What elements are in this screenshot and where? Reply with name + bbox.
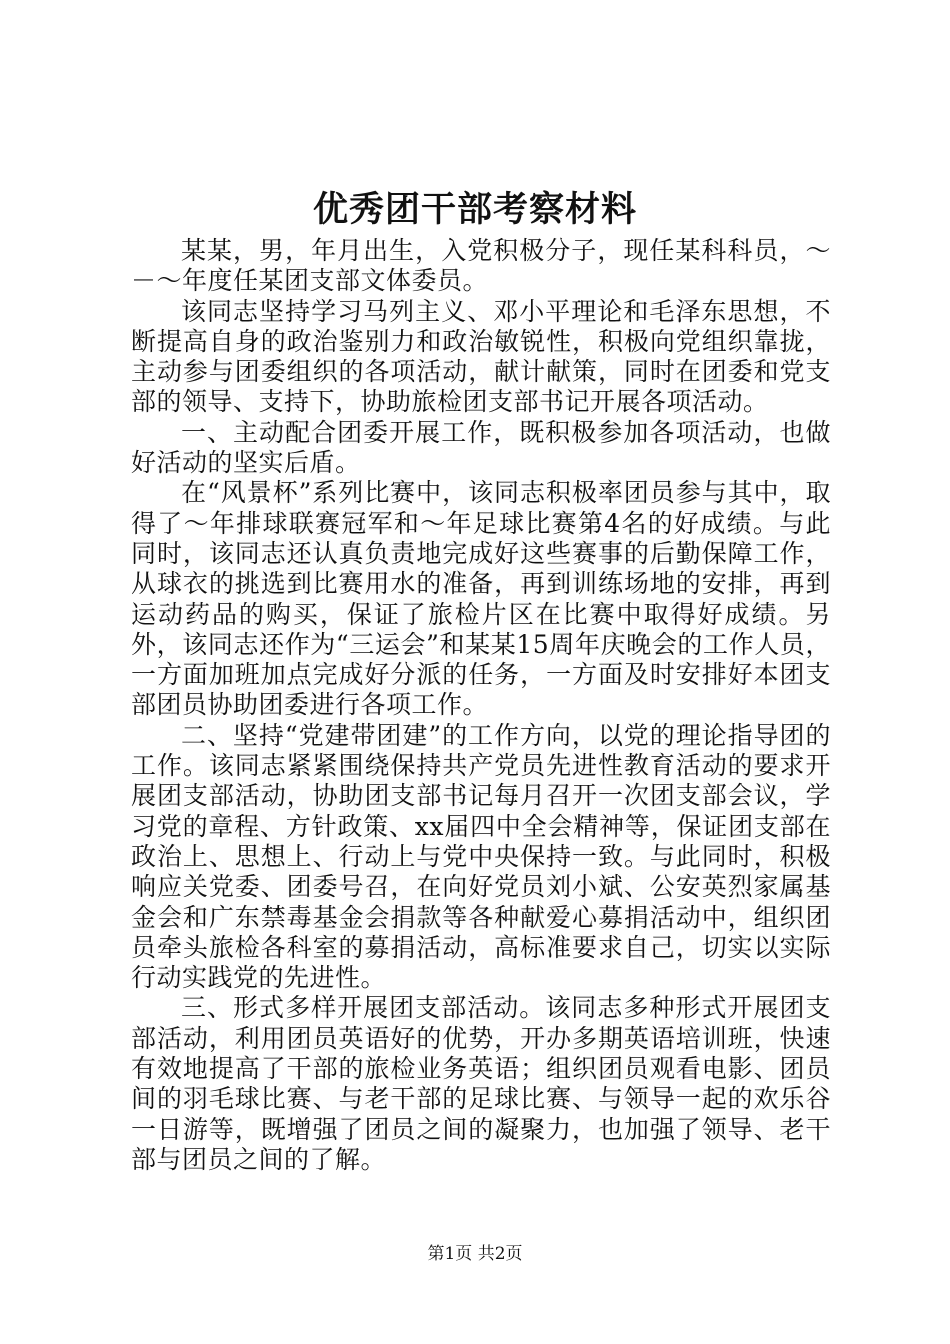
- paragraph-section-3: 三、形式多样开展团支部活动。该同志多种形式开展团支部活动，利用团员英语好的优势，开办多期英语培训班，快速有效地提高了干部的旅检业务英语；组织团员观看电影、团员间的羽毛球比赛、与老干部的足球比赛、与领导一起的欢乐谷一日游等，既增强了团员之间的凝聚力，也加强了领导、老干部与团员之间的了解。: [131, 993, 831, 1174]
- document-title: 优秀团干部考察材料: [312, 189, 637, 230]
- paragraph-section-1-detail: 在“风景杯”系列比赛中，该同志积极率团员参与其中，取得了～年排球联赛冠军和～年足球比赛第4名的好成绩。与此同时，该同志还认真负责地完成好这些赛事的后勤保障工作，从球衣的挑选到比赛用水的准备，再到训练场地的安排，再到运动药品的购买，保证了旅检片区在比赛中取得好成绩。另外，该同志还作为“三运会”和某某15周年庆晚会的工作人员，一方面加班加点完成好分派的任务，一方面及时安排好本团支部团员协助团委进行各项工作。: [131, 478, 831, 720]
- paragraph-section-2: 二、坚持“党建带团建”的工作方向，以党的理论指导团的工作。该同志紧紧围绕保持共产党员先进性教育活动的要求开展团支部活动，协助团支部书记每月召开一次团支部会议，学习党的章程、方针政策、xx届四中全会精神等，保证团支部在政治上、思想上、行动上与党中央保持一致。与此同时，积极响应关党委、团委号召，在向好党员刘小斌、公安英烈家属基金会和广东禁毒基金会捐款等各种献爱心募捐活动中，组织团员牵头旅检各科室的募捐活动，高标准要求自己，切实以实际行动实践党的先进性。: [131, 720, 831, 993]
- paragraph-section-1-heading: 一、主动配合团委开展工作，既积极参加各项活动，也做好活动的坚实后盾。: [131, 417, 831, 478]
- page-indicator: 第1页 共2页: [427, 1244, 523, 1264]
- document-body: [131, 236, 831, 1175]
- paragraph-intro: 某某，男，年月出生，入党积极分子，现任某科科员，～－～年度任某团支部文体委员。: [131, 236, 831, 296]
- paragraph-study: 该同志坚持学习马列主义、邓小平理论和毛泽东思想，不断提高自身的政治鉴别力和政治敏锐性，积极向党组织靠拢，主动参与团委组织的各项活动，献计献策，同时在团委和党支部的领导、支持下，协助旅检团支部书记开展各项活动。: [131, 296, 831, 417]
